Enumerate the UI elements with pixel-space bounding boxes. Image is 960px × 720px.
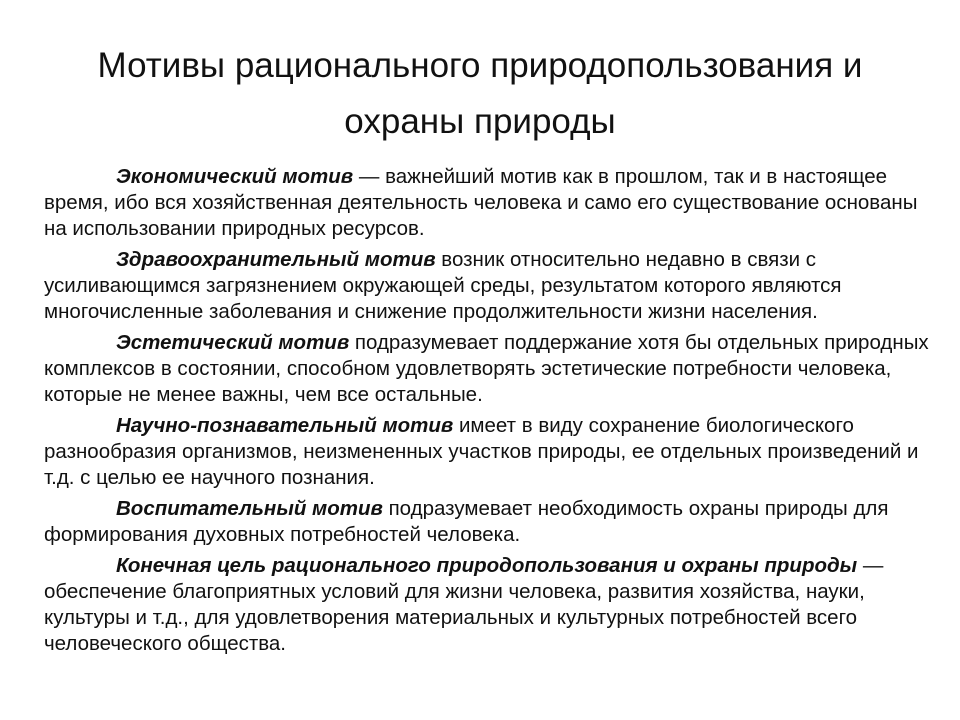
paragraph-health-motive bbox=[44, 247, 932, 325]
paragraph-economic-motive bbox=[44, 164, 932, 242]
paragraph-term: Эстетический мотив bbox=[116, 331, 350, 354]
paragraph-educational-motive bbox=[44, 496, 932, 548]
paragraph-text: подразумевает поддержание хотя бы отдельных природных комплексов в состоянии, способном удовлетворять эстетические потребности человека, которые не менее важны, чем все остальные. bbox=[44, 331, 929, 406]
paragraph-aesthetic-motive bbox=[44, 330, 932, 408]
paragraph-text: имеет в виду сохранение биологического разнообразия организмов, неизмененных участков природы, ее отдельных произведений и т.д. с целью ее научного познания. bbox=[44, 414, 919, 489]
paragraph-term: Воспитательный мотив bbox=[116, 497, 383, 520]
slide-body bbox=[44, 164, 932, 662]
paragraph-term: Экономический мотив bbox=[116, 165, 354, 188]
paragraph-text: — обеспечение благоприятных условий для жизни человека, развития хозяйства, науки, культуры и т.д., для удовлетворения материальных и культурных потребностей всего человеческого общества. bbox=[44, 554, 884, 655]
paragraph-text: — важнейший мотив как в прошлом, так и в настоящее время, ибо вся хозяйственная деятельность человека и само его существование основаны на использовании природных ресурсов. bbox=[44, 165, 918, 240]
paragraph-term: Конечная цель рационального природопользования и охраны природы bbox=[116, 554, 858, 577]
paragraph-term: Научно-познавательный мотив bbox=[116, 414, 454, 437]
paragraph-term: Здравоохранительный мотив bbox=[116, 248, 436, 271]
paragraph-text: подразумевает необходимость охраны природы для формирования духовных потребностей человека. bbox=[44, 497, 889, 546]
paragraph-scientific-motive bbox=[44, 413, 932, 491]
paragraph-final-goal bbox=[44, 553, 932, 657]
paragraph-text: возник относительно недавно в связи с усиливающимся загрязнением окружающей среды, результатом которого являются многочисленные заболевания и снижение продолжительности жизни населения. bbox=[44, 248, 842, 323]
slide-title: Мотивы рационального природопользования и охраны природы bbox=[97, 46, 863, 141]
